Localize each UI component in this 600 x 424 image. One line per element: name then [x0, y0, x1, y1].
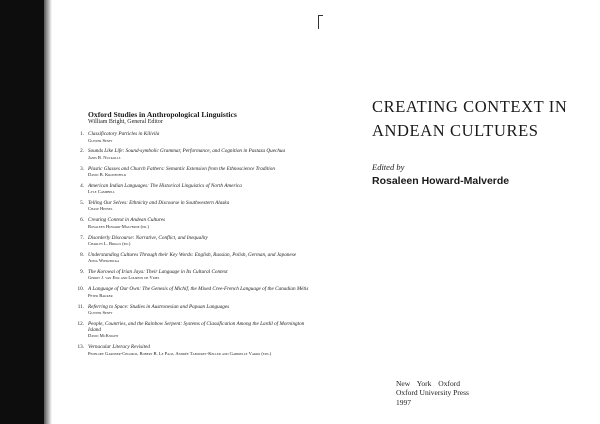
- book-entry-author: Janis B. Nuckolls: [88, 154, 121, 160]
- book-entry-title: People, Countries, and the Rainbow Serpent: Systems of Classification Among the Lardil of Mornington Island: [88, 320, 305, 334]
- book-entry-title: A Language of Our Own: The Genesis of Michif, the Mixed Cree-French Language of the Canadian Métis: [88, 286, 309, 293]
- book-number: 9.: [80, 269, 84, 276]
- book-entry-author: Gunter Senft: [88, 309, 113, 315]
- book-number: 6.: [80, 217, 84, 224]
- book-entry-title: Sounds Like Life: Sound-symbolic Grammar, Performance, and Cognition in Pastaza Quechua: [88, 148, 286, 155]
- series-title: Oxford Studies in Anthropological Linguistics: [88, 110, 237, 119]
- series-book-item: [80, 234, 318, 247]
- crop-mark: [318, 15, 319, 29]
- book-number: 4.: [80, 182, 84, 189]
- publisher-imprint: [396, 379, 469, 407]
- book-title: [372, 95, 592, 143]
- edited-by-label: Edited by: [372, 161, 405, 172]
- series-book-item: [80, 217, 318, 229]
- book-entry-title: Telling Our Selves: Ethnicity and Discourse in Southwestern Alaska: [88, 200, 230, 207]
- book-number: 1.: [80, 131, 84, 138]
- series-book-item: [80, 148, 318, 160]
- book-number: 7.: [80, 234, 84, 241]
- imprint-publisher: Oxford University Press: [396, 388, 469, 398]
- book-number: 11.: [77, 303, 84, 310]
- spine-gradient: [44, 0, 52, 424]
- book-number: 3.: [80, 165, 84, 172]
- book-entry-author: Peter Bakker: [88, 292, 113, 298]
- book-title-line-1: CREATING CONTEXT IN: [372, 97, 568, 116]
- series-book-item: [80, 165, 318, 178]
- series-book-item: [77, 286, 318, 298]
- imprint-cities: New York Oxford: [396, 379, 460, 388]
- series-book-item: [80, 251, 318, 264]
- series-book-item: [80, 269, 318, 281]
- book-number: 2.: [80, 148, 84, 155]
- book-number: 10.: [77, 286, 84, 293]
- series-list-page: [77, 110, 318, 362]
- series-book-item: [77, 344, 318, 356]
- book-number: 13.: [77, 344, 84, 351]
- book-entry-author: David McKnight: [88, 333, 119, 339]
- imprint-year: 1997: [396, 397, 411, 407]
- book-entry-author: Rosaleen Howard-Malverde (ed.): [88, 223, 149, 229]
- book-entry-title: Vernacular Literacy Revisited: [88, 344, 150, 351]
- book-entry-author: Gerrit J. van Enk and Lourens de Vries: [88, 275, 160, 281]
- series-book-item: [77, 303, 318, 316]
- book-entry-author: Charles L. Briggs (ed.): [88, 240, 131, 246]
- book-entry-author: Lyle Campbell: [88, 189, 115, 195]
- title-page: [372, 95, 592, 187]
- book-entry-author: Chase Hensel: [88, 206, 113, 212]
- book-entry-author: Penelope Gardner-Chloros, Robert B. Le Page, Andrée Tabouret-Keller and Gabrielle Varro (eds.): [88, 350, 272, 356]
- book-entry-title: American Indian Languages: The Historical Linguistics of North America: [88, 182, 242, 189]
- series-book-item: [80, 200, 318, 212]
- series-book-item: [77, 320, 318, 339]
- series-book-item: [80, 182, 318, 195]
- book-entry-title: Plastic Glasses and Church Fathers: Semantic Extension from the Ethnoscience Tradition: [88, 165, 275, 172]
- book-entry-title: Understanding Cultures Through their Key Words: English, Russian, Polish, German, and Japanese: [88, 251, 297, 258]
- book-title-line-2: ANDEAN CULTURES: [372, 120, 539, 140]
- book-entry-title: Creating Context in Andean Cultures: [88, 217, 166, 224]
- book-entry-title: Referring to Space: Studies in Austronesian and Papuan Languages: [88, 303, 230, 310]
- book-number: 12.: [77, 320, 84, 327]
- book-entry-title: Disorderly Discourse: Narrative, Conflict, and Inequality: [88, 234, 208, 241]
- series-book-item: [80, 131, 318, 143]
- book-number: 5.: [80, 200, 84, 207]
- book-entry-author: David B. Kronenfeld: [88, 172, 127, 177]
- book-entry-author: Gunter Senft: [88, 137, 113, 143]
- book-number: 8.: [80, 251, 84, 258]
- series-book-list: [77, 131, 318, 356]
- crop-mark: [318, 15, 323, 16]
- editor-name: Rosaleen Howard-Malverde: [372, 174, 510, 187]
- book-entry-title: The Korowai of Irian Jaya: Their Language in Its Cultural Context: [88, 269, 228, 276]
- book-entry-title: Classificatory Particles in Kilivila: [88, 131, 160, 138]
- book-spine-shadow: [0, 0, 44, 424]
- book-entry-author: Anna Wierzbicka: [88, 258, 120, 264]
- series-general-editor: William Bright, General Editor: [88, 118, 163, 125]
